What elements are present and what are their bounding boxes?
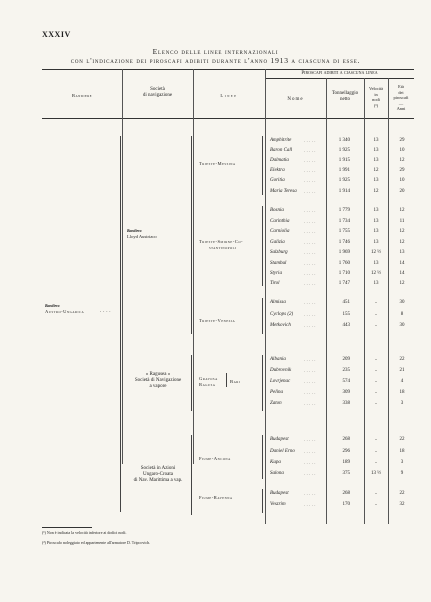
ship-name: Budapest <box>270 437 289 442</box>
page-number: XXXIV <box>42 30 71 39</box>
ship-age: 4 <box>400 379 404 384</box>
ship-speed: .. <box>374 437 378 442</box>
ship-name: Bosnia <box>270 208 284 213</box>
ship-speed: 13 <box>373 281 379 286</box>
group-header-rule <box>265 78 414 79</box>
ship-tonnage: 1 779 <box>338 208 350 213</box>
leader-dots: . . . . . <box>304 208 316 213</box>
ship-tonnage: 209 <box>342 357 350 362</box>
ship-tonnage: 1 734 <box>338 219 350 224</box>
ship-name: Daniel Erno <box>270 449 295 454</box>
leader-dots: . . . . . <box>304 401 316 406</box>
leader-dots: . . . . . <box>304 368 316 373</box>
leader-dots: . . . . . <box>304 168 316 173</box>
header-velocita: Velocità in nodi (¹) <box>368 86 384 108</box>
ship-name: Goritia <box>270 178 285 183</box>
ship-age: 22 <box>399 357 405 362</box>
leader-dots: . . . . . <box>304 148 316 153</box>
footnote-2: (²) Piroscafo noleggiato ed appartenente all'armatore D. Tripcovich. <box>42 540 151 545</box>
leader-dots: . . . . . <box>304 271 316 276</box>
ship-name: Dalmatia <box>270 158 289 163</box>
ship-tonnage: 1 760 <box>338 261 350 266</box>
ship-age: 12 <box>399 240 405 245</box>
ship-tonnage: 170 <box>342 502 350 507</box>
ship-name: Veszrim <box>270 502 286 507</box>
leader-dots: . . . . . <box>304 502 316 507</box>
ship-tonnage: 235 <box>342 368 350 373</box>
leader-dots: . . . . . <box>304 219 316 224</box>
leader-dots: . . . . . <box>304 158 316 163</box>
leader-dots: . . . . . <box>304 390 316 395</box>
leader-dots: . . . . . <box>304 449 316 454</box>
leader-dots: . . . . . <box>304 229 316 234</box>
ship-age: 12 <box>399 281 405 286</box>
company-lloyd-brace <box>191 136 192 334</box>
leader-dots: . . . . . <box>304 312 316 317</box>
ship-name: Budapest <box>270 491 289 496</box>
ship-name: Zaton <box>270 401 282 406</box>
ship-age: 12 <box>399 208 405 213</box>
ship-speed: 13 <box>373 219 379 224</box>
ship-name: Metkovich <box>270 323 291 328</box>
ship-age: 14 <box>399 261 405 266</box>
ship-age: 21 <box>399 368 405 373</box>
ship-speed: .. <box>374 368 378 373</box>
ship-tonnage: 1 925 <box>338 178 350 183</box>
ship-tonnage: 155 <box>342 312 350 317</box>
ship-age: 30 <box>399 300 405 305</box>
ship-tonnage: 1 746 <box>338 240 350 245</box>
ship-age: 10 <box>399 178 405 183</box>
ship-age: 30 <box>399 323 405 328</box>
ship-speed: .. <box>374 460 378 465</box>
header-eta: Età dei piroscafi — Anni <box>393 84 409 111</box>
line-trieste-venezia: Trieste-Venezia <box>199 318 236 323</box>
ship-name: Maria Teresa <box>270 189 297 194</box>
ship-tonnage: 574 <box>342 379 350 384</box>
ship-tonnage: 1 747 <box>338 281 350 286</box>
ship-age: 22 <box>399 491 405 496</box>
ship-tonnage: 1 710 <box>338 271 350 276</box>
ship-speed: .. <box>374 357 378 362</box>
line-gravosa-ragusa-bari: Gravosa Ragusa <box>199 376 218 387</box>
header-societa: Società di navigazione <box>142 87 173 98</box>
ship-name: Stambul <box>270 261 287 266</box>
leader-dots: . . . . . <box>304 178 316 183</box>
leader-dots: . . . . . <box>304 491 316 496</box>
ship-tonnage: 451 <box>342 300 350 305</box>
ship-speed: .. <box>374 390 378 395</box>
ship-speed: .. <box>374 449 378 454</box>
ship-age: 32 <box>399 502 405 507</box>
leader-dots: . . . . . <box>304 240 316 245</box>
ship-name: Carniolia <box>270 229 290 234</box>
ship-name: Albania <box>270 357 286 362</box>
ship-name: Salzburg <box>270 250 288 255</box>
ship-speed: 13 ½ <box>371 471 381 476</box>
ship-age: 18 <box>399 449 405 454</box>
footnote-1: (¹) Non è indicata la velocità inferiore ai dodici nodi. <box>42 530 127 535</box>
ship-age: 29 <box>399 138 405 143</box>
line-fiume-ravenna: Fiume-Ravenna <box>199 495 233 500</box>
ship-tonnage: 268 <box>342 437 350 442</box>
leader-dots: . . . . . <box>304 471 316 476</box>
ship-tonnage: 443 <box>342 323 350 328</box>
ship-speed: 13 <box>373 208 379 213</box>
ship-age: 3 <box>400 460 404 465</box>
leader-dots: . . . . . <box>304 250 316 255</box>
ship-age: 29 <box>399 168 405 173</box>
company-ungaro-croata: Società in Azioni Ungaro-Croata di Nav. Marittima a vap. <box>133 466 183 483</box>
header-bandiere: Bandiere <box>71 93 93 98</box>
ship-tonnage: 309 <box>342 390 350 395</box>
ship-age: 18 <box>399 390 405 395</box>
ship-age: 20 <box>399 189 405 194</box>
ship-name: Dubrovnik <box>270 368 292 373</box>
leader-dots: . . . . . <box>304 300 316 305</box>
ship-speed: .. <box>374 312 378 317</box>
ship-name: Galizia <box>270 240 285 245</box>
ship-tonnage: 338 <box>342 401 350 406</box>
ship-speed: 12 ½ <box>371 271 381 276</box>
leader-dots: . . . . . <box>304 357 316 362</box>
leader-dots: . . . . . <box>304 323 316 328</box>
ship-tonnage: 268 <box>342 491 350 496</box>
ship-speed: .. <box>374 401 378 406</box>
ship-name: Baron Call <box>270 148 293 153</box>
line-fiume-ancona: Fiume-Ancona <box>199 456 231 461</box>
ship-tonnage: 1 915 <box>338 158 350 163</box>
company-ragusea-brace <box>191 355 192 411</box>
ship-name: Kupa <box>270 460 281 465</box>
company-ragusea: « Ragusea » Società di Navigazione a vapore <box>134 372 182 389</box>
ship-speed: 12 <box>373 168 379 173</box>
ship-age: 22 <box>399 437 405 442</box>
leader-dots: . . . . . <box>304 281 316 286</box>
ship-tonnage: 1 969 <box>338 250 350 255</box>
ship-speed: .. <box>374 502 378 507</box>
ship-name: Pelina <box>270 390 284 395</box>
ship-age: 12 <box>399 229 405 234</box>
ship-tonnage: 1 914 <box>338 189 350 194</box>
ship-tonnage: 375 <box>342 471 350 476</box>
ship-name: Elektra <box>270 168 285 173</box>
leader-dots: . . . . . <box>304 379 316 384</box>
ship-speed: .. <box>374 491 378 496</box>
ship-age: 14 <box>399 271 405 276</box>
page-subtitle: con l'indicazione dei piroscafi adibiti durante l'anno 1913 a ciascuna di esse. <box>70 56 361 65</box>
ship-age: 10 <box>399 148 405 153</box>
ship-tonnage: 1 925 <box>338 148 350 153</box>
leader-dots: . . . . . <box>304 437 316 442</box>
header-piroscafi-group: Piroscafi adibiti a ciascuna linea <box>301 71 378 76</box>
ship-speed: 13 <box>373 138 379 143</box>
ship-speed: 13 <box>373 229 379 234</box>
leader-dots: . . . . . <box>304 138 316 143</box>
leader-dots: . . . . . <box>304 460 316 465</box>
ship-name: Almissa <box>270 300 286 305</box>
table-header-rule <box>42 118 414 119</box>
flag-cell: Bandiera Austro-Ungarica <box>45 304 85 314</box>
ship-age: 9 <box>400 471 404 476</box>
ship-name: Carinthia <box>270 219 290 224</box>
ship-age: 11 <box>399 219 405 224</box>
ship-tonnage: 1 755 <box>338 229 350 234</box>
ship-speed: 12 ½ <box>371 250 381 255</box>
header-tonnellaggio: Tonnellaggio netto <box>331 91 359 102</box>
ship-name: Salona <box>270 471 284 476</box>
ship-name: Tirol <box>270 281 280 286</box>
ship-speed: .. <box>374 379 378 384</box>
line-trieste-messina: Trieste-Messina <box>199 161 236 166</box>
page-title: Elenco delle linee internazionali <box>152 47 279 56</box>
ship-name: Styria <box>270 271 282 276</box>
header-linee: Linee <box>220 93 238 98</box>
company-ungaro-croata-brace <box>191 435 192 515</box>
leader-dots: . . . . . <box>304 189 316 194</box>
ship-tonnage: 1 991 <box>338 168 350 173</box>
line-trieste-smirne: Trieste-Smirne-Co- stantinopoli <box>199 239 244 250</box>
ship-name: Amphitrite <box>270 138 292 143</box>
ship-speed: 13 <box>373 178 379 183</box>
leader-dots: . . . . . <box>304 261 316 266</box>
table-top-rule <box>42 69 414 70</box>
ship-tonnage: 189 <box>342 460 350 465</box>
ship-speed: 13 <box>373 261 379 266</box>
header-nome: Nome <box>287 97 304 102</box>
ship-name: Lovrjenac <box>270 379 291 384</box>
company-lloyd: Bandiera Lloyd Austriaco <box>127 229 157 239</box>
ship-speed: 12 <box>373 189 379 194</box>
ship-age: 12 <box>399 158 405 163</box>
flag-brace <box>120 136 121 512</box>
ship-speed: 13 <box>373 240 379 245</box>
ship-age: 13 <box>399 250 405 255</box>
ship-speed: 13 <box>373 158 379 163</box>
ship-tonnage: 296 <box>342 449 350 454</box>
ship-tonnage: 1 340 <box>338 138 350 143</box>
ship-speed: 13 <box>373 148 379 153</box>
ship-age: 3 <box>400 401 404 406</box>
ship-age: 8 <box>400 312 404 317</box>
ship-name: Cyclops (2) <box>270 312 294 317</box>
ship-speed: .. <box>374 323 378 328</box>
ship-speed: .. <box>374 300 378 305</box>
